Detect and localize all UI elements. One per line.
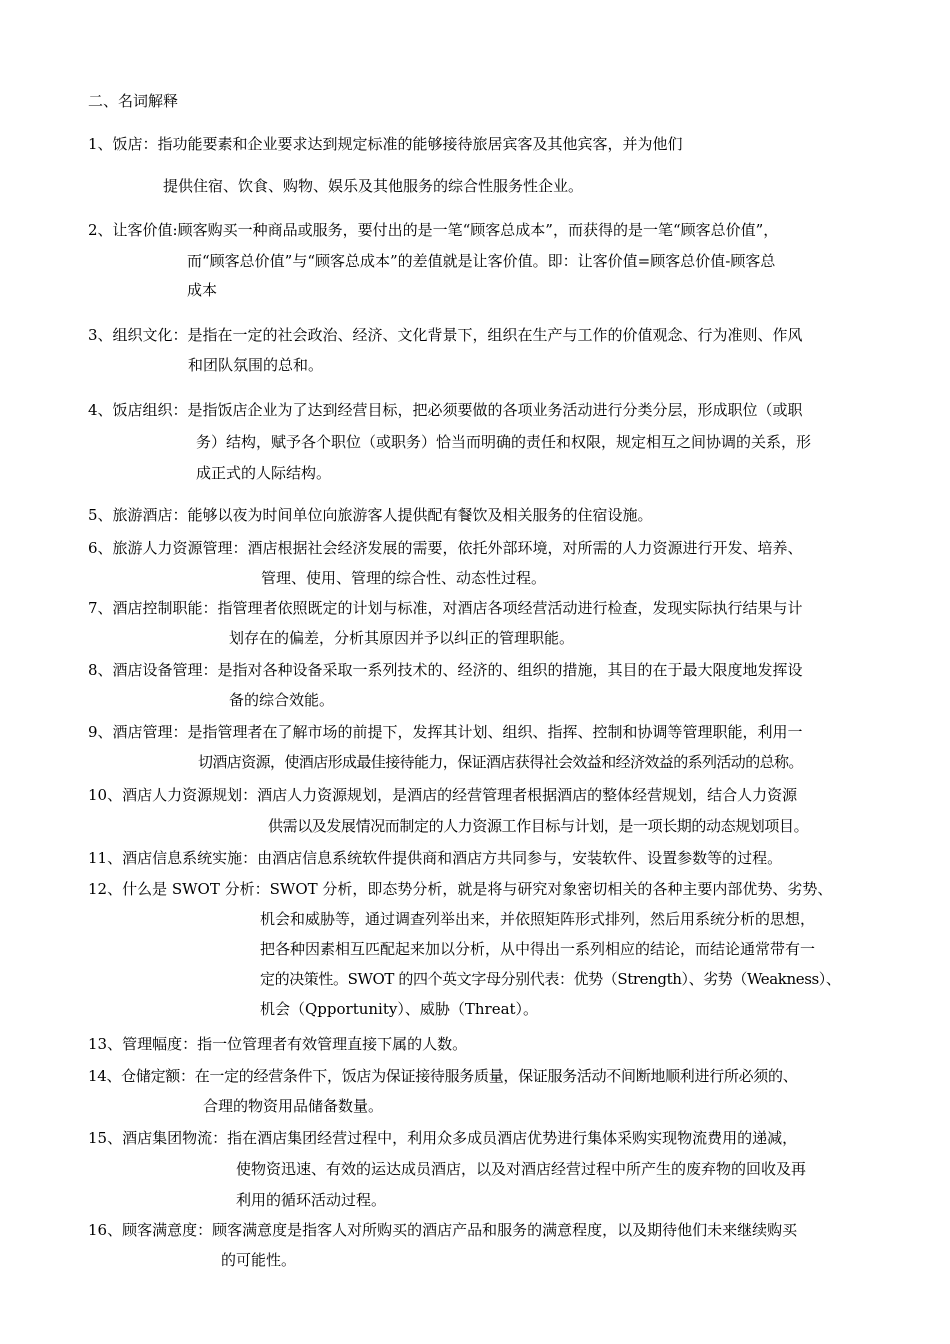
entry-definition-line: 的可能性。 xyxy=(221,1251,297,1269)
entry-term: 7、酒店控制职能： xyxy=(88,599,218,617)
definition-entry xyxy=(88,1066,880,1116)
entry-term: 9、酒店管理： xyxy=(88,723,188,741)
entry-definition-line: 在一定的经营条件下，饭店为保证接待服务质量，保证服务活动不间断地顺利进行所必须的、 xyxy=(194,1067,798,1085)
definition-entry xyxy=(88,598,880,648)
entry-term: 6、旅游人力资源管理： xyxy=(88,539,248,557)
entry-definition-line: 指一位管理者有效管理直接下属的人数。 xyxy=(197,1035,468,1053)
entry-definition-line: 合理的物资用品储备数量。 xyxy=(203,1097,384,1115)
entry-term: 4、饭店组织： xyxy=(88,401,188,419)
section-heading: 二、名词解释 xyxy=(88,92,179,110)
entry-term: 1、饭店： xyxy=(88,135,158,153)
entry-definition-line: 顾客满意度是指客人对所购买的酒店产品和服务的满意程度，以及期待他们未来继续购买 xyxy=(212,1221,798,1239)
entry-term: 16、顾客满意度： xyxy=(88,1221,213,1239)
entry-term: 10、酒店人力资源规划： xyxy=(88,786,258,804)
entry-term: 12、什么是 SWOT 分析： xyxy=(88,880,270,898)
entry-definition-line: 指功能要素和企业要求达到规定标准的能够接待旅居宾客及其他宾客，并为他们 xyxy=(157,135,683,153)
definition-entry xyxy=(88,538,880,588)
entry-term: 2、让客价值: xyxy=(88,221,178,239)
entry-definition-line: 利用的循环活动过程。 xyxy=(236,1191,387,1209)
entry-definition-line: 是指饭店企业为了达到经营目标，把必须要做的各项业务活动进行分类分层，形成职位（或职 xyxy=(187,401,803,419)
entry-definition-line: 供需以及发展情况而制定的人力资源工作目标与计划，是一项长期的动态规划项目。 xyxy=(268,817,809,835)
definition-entry xyxy=(88,722,880,772)
definition-entry xyxy=(88,660,880,710)
definition-entry xyxy=(88,848,880,868)
entry-term: 14、仓储定额： xyxy=(88,1067,195,1085)
definition-entry xyxy=(88,134,880,196)
entry-definition-line: 是指在一定的社会政治、经济、文化背景下，组织在生产与工作的价值观念、行为准则、作风 xyxy=(187,326,803,344)
entry-definition-line: 成正式的人际结构。 xyxy=(196,464,332,482)
entry-definition-line: 务）结构，赋予各个职位（或职务）恰当而明确的责任和权限，规定相互之间协调的关系，形 xyxy=(196,433,812,451)
entry-definition-line: 管理、使用、管理的综合性、动态性过程。 xyxy=(261,569,547,587)
entry-term: 11、酒店信息系统实施： xyxy=(88,849,258,867)
entry-definition-line: 是指管理者在了解市场的前提下，发挥其计划、组织、指挥、控制和协调等管理职能，利用一 xyxy=(187,723,803,741)
entry-definition-line: 能够以夜为时间单位向旅游客人提供配有餐饮及相关服务的住宿设施。 xyxy=(187,506,653,524)
entry-term: 3、组织文化： xyxy=(88,326,188,344)
definition-entry xyxy=(88,505,880,525)
entry-definition-line: 定的决策性。SWOT 的四个英文字母分别代表：优势（Strength）、劣势（Weakness）、 xyxy=(260,970,841,988)
definition-entry xyxy=(88,1220,880,1270)
entry-definition-line: 成本 xyxy=(187,281,218,299)
entry-definition-line: 提供住宿、饮食、购物、娱乐及其他服务的综合性服务性企业。 xyxy=(163,177,584,195)
definition-entry xyxy=(88,325,880,375)
entry-definition-line: SWOT 分析，即态势分析，就是将与研究对象密切相关的各种主要内部优势、劣势、 xyxy=(269,880,833,898)
entry-definition-line: 酒店根据社会经济发展的需要，依托外部环境，对所需的人力资源进行开发、培养、 xyxy=(247,539,803,557)
entry-definition-line: 而“顾客总价值”与“顾客总成本”的差值就是让客价值。即：让客价值=顾客总价值-顾客总 xyxy=(187,252,776,270)
entry-definition-line: 顾客购买一种商品或服务，要付出的是一笔“顾客总成本”，而获得的是一笔“顾客总价值”， xyxy=(177,221,779,239)
entry-definition-line: 机会（Qpportunity）、威胁（Threat）。 xyxy=(260,1000,539,1018)
entry-definition-line: 指在酒店集团经营过程中，利用众多成员酒店优势进行集体采购实现物流费用的递减， xyxy=(227,1129,798,1147)
definition-entry xyxy=(88,879,880,1019)
entry-term: 8、酒店设备管理： xyxy=(88,661,218,679)
entry-term: 15、酒店集团物流： xyxy=(88,1129,228,1147)
entry-definition-line: 和团队氛围的总和。 xyxy=(188,356,324,374)
entry-term: 5、旅游酒店： xyxy=(88,506,188,524)
entry-definition-line: 划存在的偏差，分析其原因并予以纠正的管理职能。 xyxy=(229,629,575,647)
entry-definition-line: 使物资迅速、有效的运达成员酒店，以及对酒店经营过程中所产生的废弃物的回收及再 xyxy=(236,1160,807,1178)
entry-definition-line: 备的综合效能。 xyxy=(229,691,335,709)
entry-definition-line: 切酒店资源，使酒店形成最佳接待能力，保证酒店获得社会效益和经济效益的系列活动的总称。 xyxy=(198,753,803,771)
entry-definition-line: 把各种因素相互匹配起来加以分析，从中得出一系列相应的结论，而结论通常带有一 xyxy=(260,940,816,958)
entry-definition-line: 机会和威胁等，通过调查列举出来，并依照矩阵形式排列，然后用系统分析的思想， xyxy=(260,910,816,928)
entry-definition-line: 酒店人力资源规划，是酒店的经营管理者根据酒店的整体经营规划，结合人力资源 xyxy=(257,786,798,804)
definition-entry xyxy=(88,785,880,836)
entry-definition-line: 指管理者依照既定的计划与标准，对酒店各项经营活动进行检查，发现实际执行结果与计 xyxy=(217,599,803,617)
definition-entry xyxy=(88,400,880,483)
definition-entry xyxy=(88,1128,880,1210)
entry-definition-line: 是指对各种设备采取一系列技术的、经济的、组织的措施，其目的在于最大限度地发挥设 xyxy=(217,661,803,679)
definition-entry xyxy=(88,220,880,300)
entry-definition-line: 由酒店信息系统软件提供商和酒店方共同参与，安装软件、设置参数等的过程。 xyxy=(257,849,783,867)
entry-term: 13、管理幅度： xyxy=(88,1035,198,1053)
definition-entry xyxy=(88,1034,880,1054)
